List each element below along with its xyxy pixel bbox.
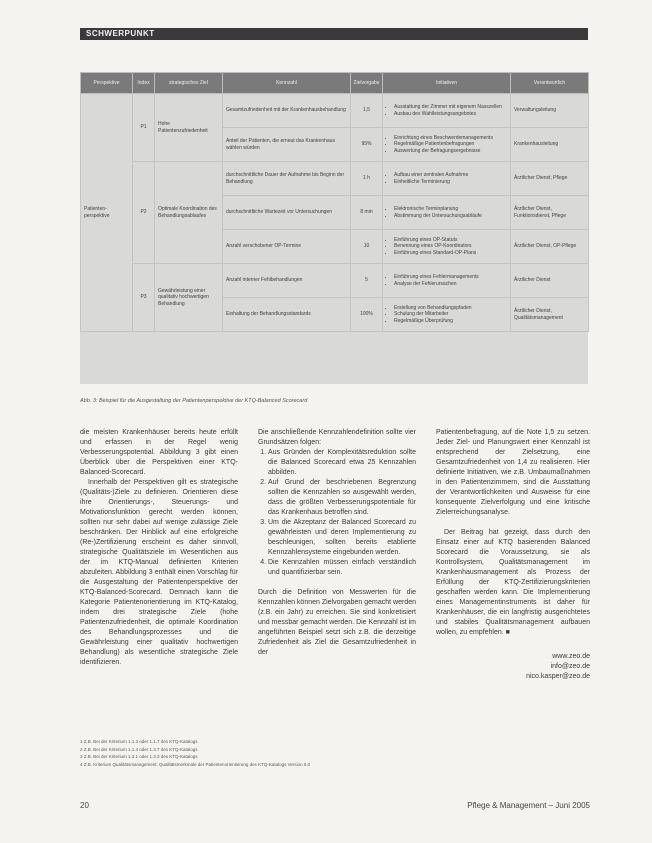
perspective-cell: Patienten-perspektive <box>81 94 133 332</box>
list-item: 3. Um die Akzeptanz der Balanced Scorecard zu gewährleisten und deren Implementierung zu beschleunigen, sollten bereits etablierte Kennzahlensysteme eingebunden werden. <box>268 518 416 558</box>
kennzahl-cell: Anteil der Patienten, die erneut das Krankenhaus wählen würden <box>223 128 351 162</box>
table-header-row <box>81 73 589 94</box>
initiative-item: • Benennung eines OP-Koordinators <box>394 243 507 250</box>
target-cell: 10 <box>351 230 383 264</box>
initiative-item: • Einheitliche Terminierung <box>394 179 507 186</box>
contact-email-author[interactable]: nico.kasper@zeo.de <box>526 673 590 680</box>
table-row <box>81 162 589 196</box>
text-column-2 <box>258 428 416 658</box>
principles-list <box>258 448 416 578</box>
table <box>80 72 589 332</box>
column-header: Initiativen <box>383 73 511 94</box>
paragraph: die meisten Krankenhäuser bereits heute erfüllt und erfassen in der Regel wenig Verbesserungspotential. Abbildung 3 gibt einen Überblick über die Perspektiven einer KTQ-Balanced-Scorecard. <box>80 429 238 476</box>
figure-caption: Abb. 3: Beispiel für die Ausgestaltung der Patientenperspektive der KTQ-Balanced Scorecard <box>80 398 308 404</box>
paragraph: Der Beitrag hat gezeigt, dass durch den Einsatz einer auf KTQ basierenden Balanced Scorecard die Voraussetzung, sie als Kontrollsystem, Qualitätsmanagement im Krankenhausmanagement als Prozess der Erfüllung der KTQ-Zertifizierungskriterien geschaffen werden kann. Die Implementierung eines Managementinstruments ist daher für Krankenhäuser, die ein langfristig ausgerichtetes und stabiles Qualitätsmanagement aufbauen wollen, zu empfehlen. ■ <box>436 529 590 636</box>
initiative-item: • Abstimmung der Untersuchungsabläufe <box>394 213 507 220</box>
contact-block <box>436 652 590 682</box>
target-cell: 95% <box>351 128 383 162</box>
index-cell: P1 <box>133 94 155 162</box>
list-item: 4. Die Kennzahlen müssen einfach verständlich und quantifizierbar sein. <box>268 558 416 578</box>
section-header <box>80 28 588 40</box>
target-cell: 8 min <box>351 196 383 230</box>
text-column-3 <box>436 428 590 682</box>
goal-cell: Optimale Koordination des Behandlungsablaufes <box>155 162 223 264</box>
target-cell: 1,5 <box>351 94 383 128</box>
initiative-item: • Erstellung von Behandlungspfaden <box>394 305 507 312</box>
responsible-cell: Ärztlicher Dienst, Qualitätsmanagement <box>511 298 589 332</box>
initiative-item: • Regelmäßige Überprüfung <box>394 318 507 325</box>
kennzahl-cell: Einhaltung der Behandlungsstandards <box>223 298 351 332</box>
initiatives-cell <box>383 298 511 332</box>
initiative-item: • Einführung eines Standard-OP-Plans <box>394 250 507 257</box>
responsible-cell: Krankenhausleitung <box>511 128 589 162</box>
initiatives-list <box>386 274 507 287</box>
paragraph: Die anschließende Kennzahlendefinition sollte vier Grundsätzen folgen: <box>258 429 416 446</box>
target-cell: 1 h <box>351 162 383 196</box>
column-header: Index <box>133 73 155 94</box>
responsible-cell: Ärztlicher Dienst, Pflege <box>511 162 589 196</box>
column-header: strategisches Ziel <box>155 73 223 94</box>
column-header: Kennzahl <box>223 73 351 94</box>
initiatives-list <box>386 104 507 117</box>
footnote: 2 Z.B. Bei der Kriterium 1.1.4 oder 1.3.7 des KTQ-Katalogs <box>80 746 198 752</box>
index-cell: P3 <box>133 264 155 332</box>
initiative-item: • Einführung eines OP-Statuts <box>394 237 507 244</box>
initiatives-cell <box>383 230 511 264</box>
initiative-item: • Ausbau des Wahlleistungsangebotes <box>394 111 507 118</box>
responsible-cell: Verwaltungsleitung <box>511 94 589 128</box>
initiatives-cell <box>383 264 511 298</box>
table-row <box>81 264 589 298</box>
responsible-cell: Ärztlicher Dienst, Funktionsdienst, Pflege <box>511 196 589 230</box>
goal-cell: Gewährleistung einer qualitativ hochwertigen Behandlung <box>155 264 223 332</box>
column-header: Verantwortlich <box>511 73 589 94</box>
initiative-item: • Aufbau einer zentralen Aufnahme <box>394 172 507 179</box>
initiative-item: • Elektronische Terminplanung <box>394 206 507 213</box>
journal-issue: Pflege & Management – Juni 2005 <box>467 801 590 810</box>
initiatives-cell <box>383 128 511 162</box>
contact-web[interactable]: www.zeo.de <box>552 653 590 660</box>
initiatives-cell <box>383 162 511 196</box>
responsible-cell: Ärztlicher Dienst, OP-Pflege <box>511 230 589 264</box>
column-header: Perspektive <box>81 73 133 94</box>
initiatives-cell <box>383 94 511 128</box>
column-header: Zielvorgabe <box>351 73 383 94</box>
initiatives-list <box>386 172 507 185</box>
paragraph: Patientenbefragung, auf die Note 1,5 zu setzen. Jeder Ziel- und Planungswert einer Kennzahl ist entsprechend der Zielsetzung, eine Gesamtzufriedenheit von 1,4 zu realisieren. Hier definierte Initiativen, wie z.B. Umbaumaßnahmen in den Patientenzimmern, sind die Ausstattung der Verantwortlichkeiten und Ausweise für eine konsequente Zielverfolgung und eine kritische Zielerreichungsanalyse. <box>436 429 590 516</box>
contact-email[interactable]: info@zeo.de <box>550 663 590 670</box>
section-title: SCHWERPUNKT <box>86 29 155 38</box>
kennzahl-cell: Anzahl interner Fehlbehandlungen <box>223 264 351 298</box>
target-cell: 100% <box>351 298 383 332</box>
footnote: 1 Z.B. Bei der Kriterium 1.1.3 oder 1.1.7 des KTQ-Katalogs <box>80 739 198 744</box>
initiative-item: • Ausstattung der Zimmer mit eigenem Nasszellen <box>394 104 507 111</box>
initiative-item: • Einführung eines Fehlermanagements <box>394 274 507 281</box>
kennzahl-cell: Anzahl verschobener OP-Termine <box>223 230 351 264</box>
paragraph: Durch die Definition von Messwerten für die Kennzahlen können Zielvorgaben gemacht werden (z.B. ein Jahr) zu erreichen. Sie sind konkretisiert und messbar gemacht werden. Die Kennzahl ist im angeführten Beispiel setzt sich z.B. die derzeitige Zufriedenheit als Ziel die Gesamtzufriedenheit in der <box>258 589 416 656</box>
initiative-item: • Analyse der Fehlerursachen <box>394 281 507 288</box>
footnote: 4 Z.B. Kriterium Qualitätsmanagement: Qualitätsmerkmale der Patientenorientierung des KTQ-Katalogs Version 5.0 <box>80 761 311 767</box>
table-row <box>81 94 589 128</box>
initiatives-list <box>386 237 507 257</box>
initiative-item: • Schulung der Mitarbeiter <box>394 311 507 318</box>
initiatives-list <box>386 305 507 325</box>
initiative-item: • Einrichtung eines Beschwerdemanagements <box>394 135 507 142</box>
initiative-item: • Regelmäßige Patientenbefragungen <box>394 141 507 148</box>
initiatives-list <box>386 206 507 219</box>
initiatives-cell <box>383 196 511 230</box>
goal-cell: Hohe Patientenzufriedenheit <box>155 94 223 162</box>
page-number: 20 <box>80 801 89 810</box>
paragraph: Innerhalb der Perspektiven gilt es strategische (Qualitäts-)Ziele zu definieren. Orientieren diese ihre Orientierungs-, Steuerungs- und Motivationsfunktion gerecht werden können, sollten nur sehr dabei auf wenige zulässige Ziele beschränken. Der Hinblick auf eine erfolgreiche (Re-)Zertifizierung erscheint es daher sinnvoll, strategische Qualitätsziele im Wesentlichen aus der im KTQ-Manual definierten Kriterien abzuleiten. Abbildung 3 enthält einen Vorschlag für die Ausgestaltung der Patientenperspektive der KTQ-Balanced-Scorecard. Demnach kann die Kategorie Patientenorientierung im KTQ-Katalog, indem drei strategische Ziele (hohe Patientenzufriedenheit, die optimale Koordination des Behandlungsprozesses und die Gewährleistung einer qualitativ hochwertigen Behandlung) als wesentliche strategische Ziele identifizieren. <box>80 479 238 666</box>
initiatives-list <box>386 135 507 155</box>
kennzahl-cell: durchschnittliche Dauer der Aufnahme bis Beginn der Behandlung <box>223 162 351 196</box>
responsible-cell: Ärztlicher Dienst <box>511 264 589 298</box>
list-item: 1. Aus Gründen der Komplexitätsreduktion sollte die Balanced Scorecard etwa 25 Kennzahlen abbilden. <box>268 448 416 478</box>
target-cell: 5 <box>351 264 383 298</box>
kennzahl-cell: durchschnittliche Wartezeit vor Untersuchungen <box>223 196 351 230</box>
text-column-1 <box>80 428 238 668</box>
index-cell: P2 <box>133 162 155 264</box>
scorecard-table <box>80 72 588 384</box>
footnotes <box>80 738 590 768</box>
footnote: 3 Z.B. Bei der Kriterium 1.3.1 oder 1.3.3 des KTQ-Katalogs <box>80 754 198 759</box>
kennzahl-cell: Gesamtzufriedenheit mit der Krankenhausbehandlung <box>223 94 351 128</box>
initiative-item: • Auswertung der Befragungsergebnisse <box>394 148 507 155</box>
list-item: 2. Auf Grund der beschriebenen Begrenzung sollten die Kennzahlen so ausgewählt werden, dass die größten Verbesserungspotentiale für das Krankenhaus betroffen sind. <box>268 478 416 518</box>
